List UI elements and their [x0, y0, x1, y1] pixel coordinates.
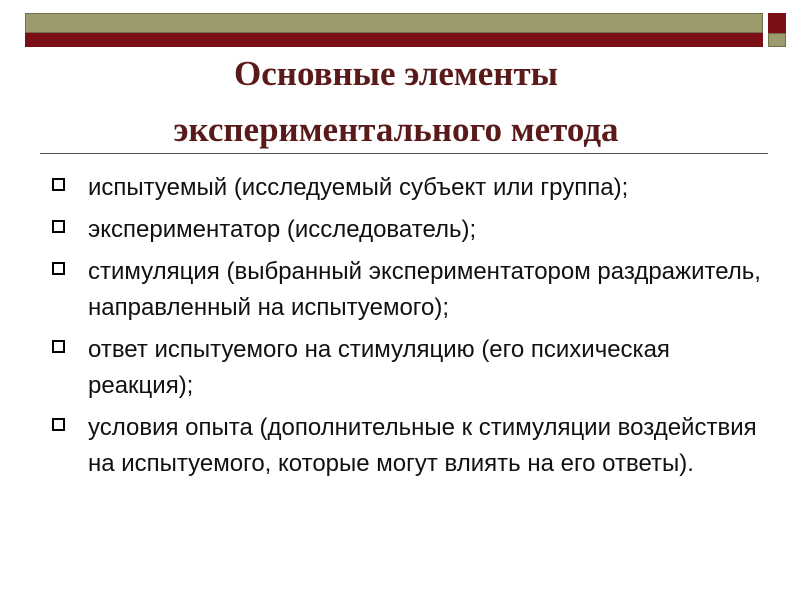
bullet-item-conditions: [48, 410, 768, 482]
corner-decor-square-maroon: [768, 13, 786, 33]
slide-title-line-2: экспериментального метода: [173, 110, 619, 149]
bullet-text: условия опыта (дополнительные к стимуляции воздействия на испытуемого, которые могут влиять на его ответы).: [88, 414, 757, 477]
hollow-square-icon: [52, 262, 65, 275]
corner-decor-square-olive: [768, 33, 786, 47]
top-decor-bar-olive: [25, 13, 763, 33]
bullet-item-subject: [48, 170, 768, 206]
hollow-square-icon: [52, 220, 65, 233]
slide-title-line-1: Основные элементы: [234, 54, 558, 93]
bullet-text: стимуляция (выбранный экспериментатором раздражитель, направленный на испытуемого);: [88, 258, 761, 321]
top-decor-bar-maroon: [25, 33, 763, 47]
bullet-text: испытуемый (исследуемый субъект или группа);: [88, 174, 629, 201]
title-divider: [40, 153, 768, 154]
bullet-item-experimenter: [48, 212, 768, 248]
bullet-list: [48, 170, 768, 488]
hollow-square-icon: [52, 178, 65, 191]
bullet-text: ответ испытуемого на стимуляцию (его психическая реакция);: [88, 336, 670, 399]
hollow-square-icon: [52, 340, 65, 353]
bullet-item-response: [48, 332, 768, 404]
bullet-text: экспериментатор (исследователь);: [88, 216, 477, 243]
slide-title: [0, 46, 792, 158]
hollow-square-icon: [52, 418, 65, 431]
bullet-item-stimulation: [48, 254, 768, 326]
